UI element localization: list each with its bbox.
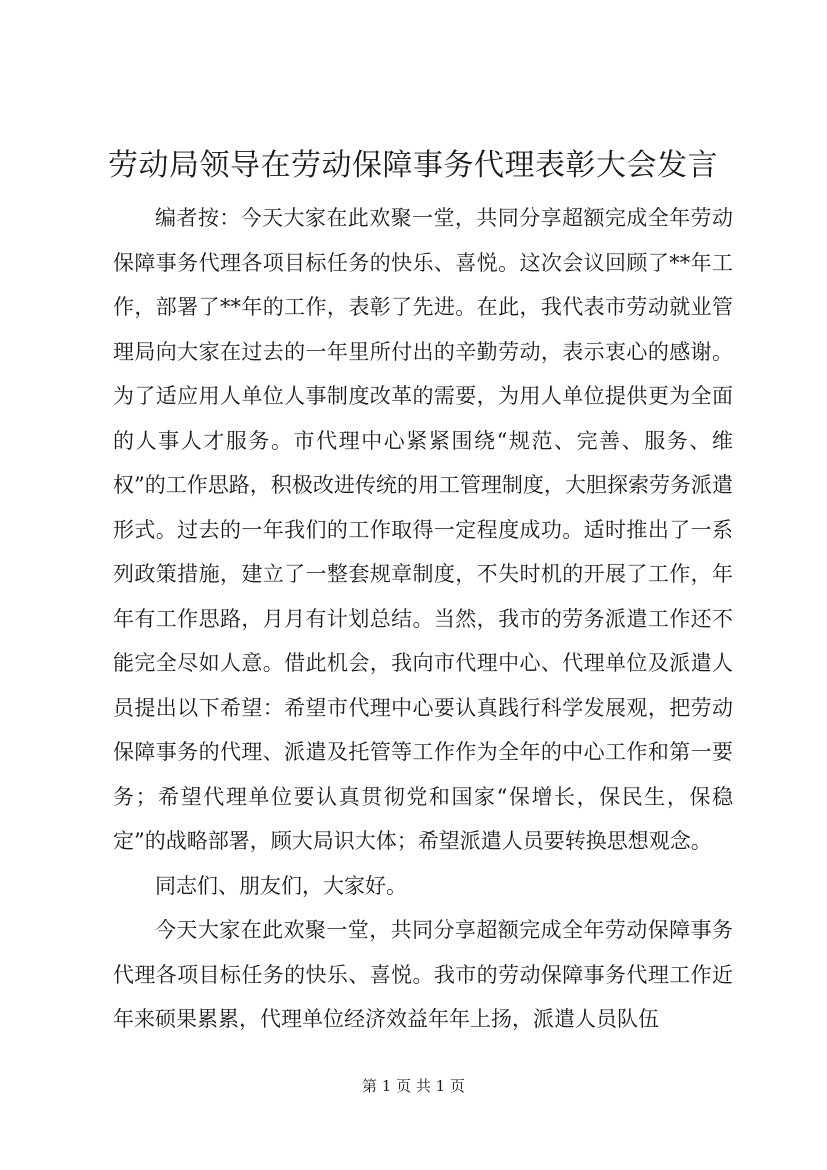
page-number-footer: 第 1 页 共 1 页	[362, 1077, 465, 1095]
document-title: 劳动局领导在劳动保障事务代理表彰大会发言	[108, 148, 718, 183]
paragraph-greeting: 同志们、朋友们，大家好。	[155, 873, 407, 898]
document-body	[113, 196, 733, 1042]
paragraph-speech-opening: 今天大家在此欢聚一堂，共同分享超额完成全年劳动保障事务代理各项目标任务的快乐、喜悦。我市的劳动保障事务代理工作近年来硕果累累，代理单位经济效益年年上扬，派遣人员队伍	[113, 918, 733, 1031]
paragraph-editor-note: 编者按：今天大家在此欢聚一堂，共同分享超额完成全年劳动保障事务代理各项目标任务的快乐、喜悦。这次会议回顾了**年工作，部署了**年的工作，表彰了先进。在此，我代表市劳动就业管理局向大家在过去的一年里所付出的辛勤劳动，表示衷心的感谢。为了适应用人单位人事制度改革的需要，为用人单位提供更为全面的人事人才服务。市代理中心紧紧围绕“规范、完善、服务、维权”的工作思路，积极改进传统的用工管理制度，大胆探索劳务派遣形式。过去的一年我们的工作取得一定程度成功。适时推出了一系列政策措施，建立了一整套规章制度，不失时机的开展了工作，年年有工作思路，月月有计划总结。当然，我市的劳务派遣工作还不能完全尽如人意。借此机会，我向市代理中心、代理单位及派遣人员提出以下希望：希望市代理中心要认真践行科学发展观，把劳动保障事务的代理、派遣及托管等工作作为全年的中心工作和第一要务；希望代理单位要认真贯彻党和国家“保增长，保民生，保稳定”的战略部署，顾大局识大体；希望派遣人员要转换思想观念。	[113, 206, 733, 853]
